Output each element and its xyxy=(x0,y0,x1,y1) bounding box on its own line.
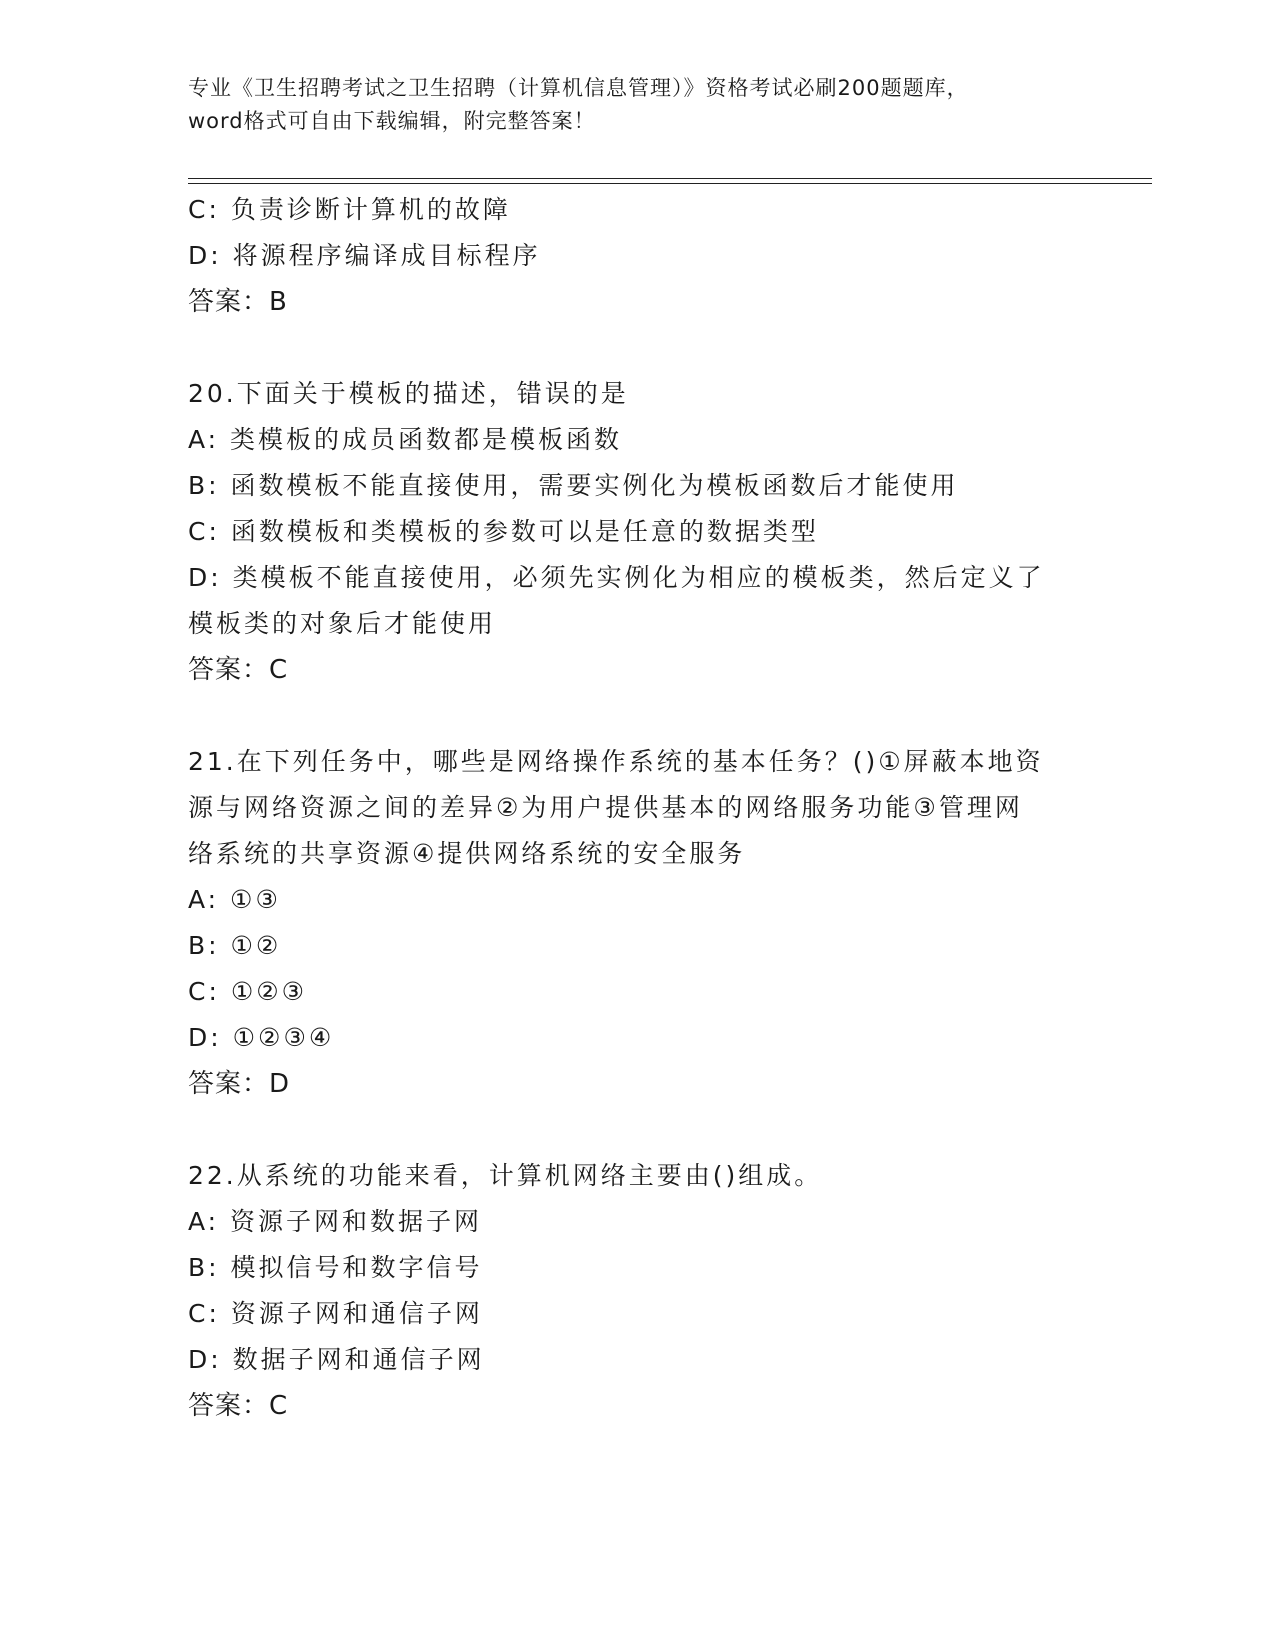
option-d: D: 类模板不能直接使用，必须先实例化为相应的模板类，然后定义了 xyxy=(188,563,1045,592)
question-21 xyxy=(188,739,1088,1107)
question-stem-line-2: 源与网络资源之间的差异②为用户提供基本的网络服务功能③管理网 xyxy=(188,793,1023,822)
option-b: B: ①② xyxy=(188,931,282,960)
header-line-2: word格式可自由下载编辑，附完整答案！ xyxy=(188,109,596,133)
answer-line: 答案：B xyxy=(188,287,288,317)
option-d-continued: 模板类的对象后才能使用 xyxy=(188,609,497,638)
answer-line: 答案：D xyxy=(188,1069,291,1099)
answer-line: 答案：C xyxy=(188,1391,289,1421)
answer-line: 答案：C xyxy=(188,655,289,685)
question-stem-line-1: 21.在下列任务中，哪些是网络操作系统的基本任务？()①屏蔽本地资 xyxy=(188,747,1044,776)
header-divider-bottom xyxy=(188,183,1152,184)
option-a: A: ①③ xyxy=(188,885,281,914)
option-d: D: 数据子网和通信子网 xyxy=(188,1345,485,1374)
option-a: A: 类模板的成员函数都是模板函数 xyxy=(188,425,623,454)
document-header xyxy=(188,72,1088,138)
question-stem: 22.从系统的功能来看，计算机网络主要由()组成。 xyxy=(188,1161,823,1190)
header-divider-top xyxy=(188,178,1152,179)
option-c: C: 负责诊断计算机的故障 xyxy=(188,195,511,224)
option-b: B: 模拟信号和数字信号 xyxy=(188,1253,483,1282)
option-a: A: 资源子网和数据子网 xyxy=(188,1207,483,1236)
option-c: C: ①②③ xyxy=(188,977,308,1006)
question-22 xyxy=(188,1153,1088,1429)
question-list xyxy=(188,187,1088,1475)
question-20 xyxy=(188,371,1088,693)
option-c: C: 资源子网和通信子网 xyxy=(188,1299,483,1328)
option-b: B: 函数模板不能直接使用，需要实例化为模板函数后才能使用 xyxy=(188,471,959,500)
option-d: D: 将源程序编译成目标程序 xyxy=(188,241,541,270)
question-stem-line-3: 络系统的共享资源④提供网络系统的安全服务 xyxy=(188,839,746,868)
option-d: D: ①②③④ xyxy=(188,1023,335,1052)
option-c: C: 函数模板和类模板的参数可以是任意的数据类型 xyxy=(188,517,819,546)
header-line-1: 专业《卫生招聘考试之卫生招聘（计算机信息管理）》资格考试必刷200题题库， xyxy=(188,76,969,100)
question-stem: 20.下面关于模板的描述，错误的是 xyxy=(188,379,629,408)
question-19-continued xyxy=(188,187,1088,325)
